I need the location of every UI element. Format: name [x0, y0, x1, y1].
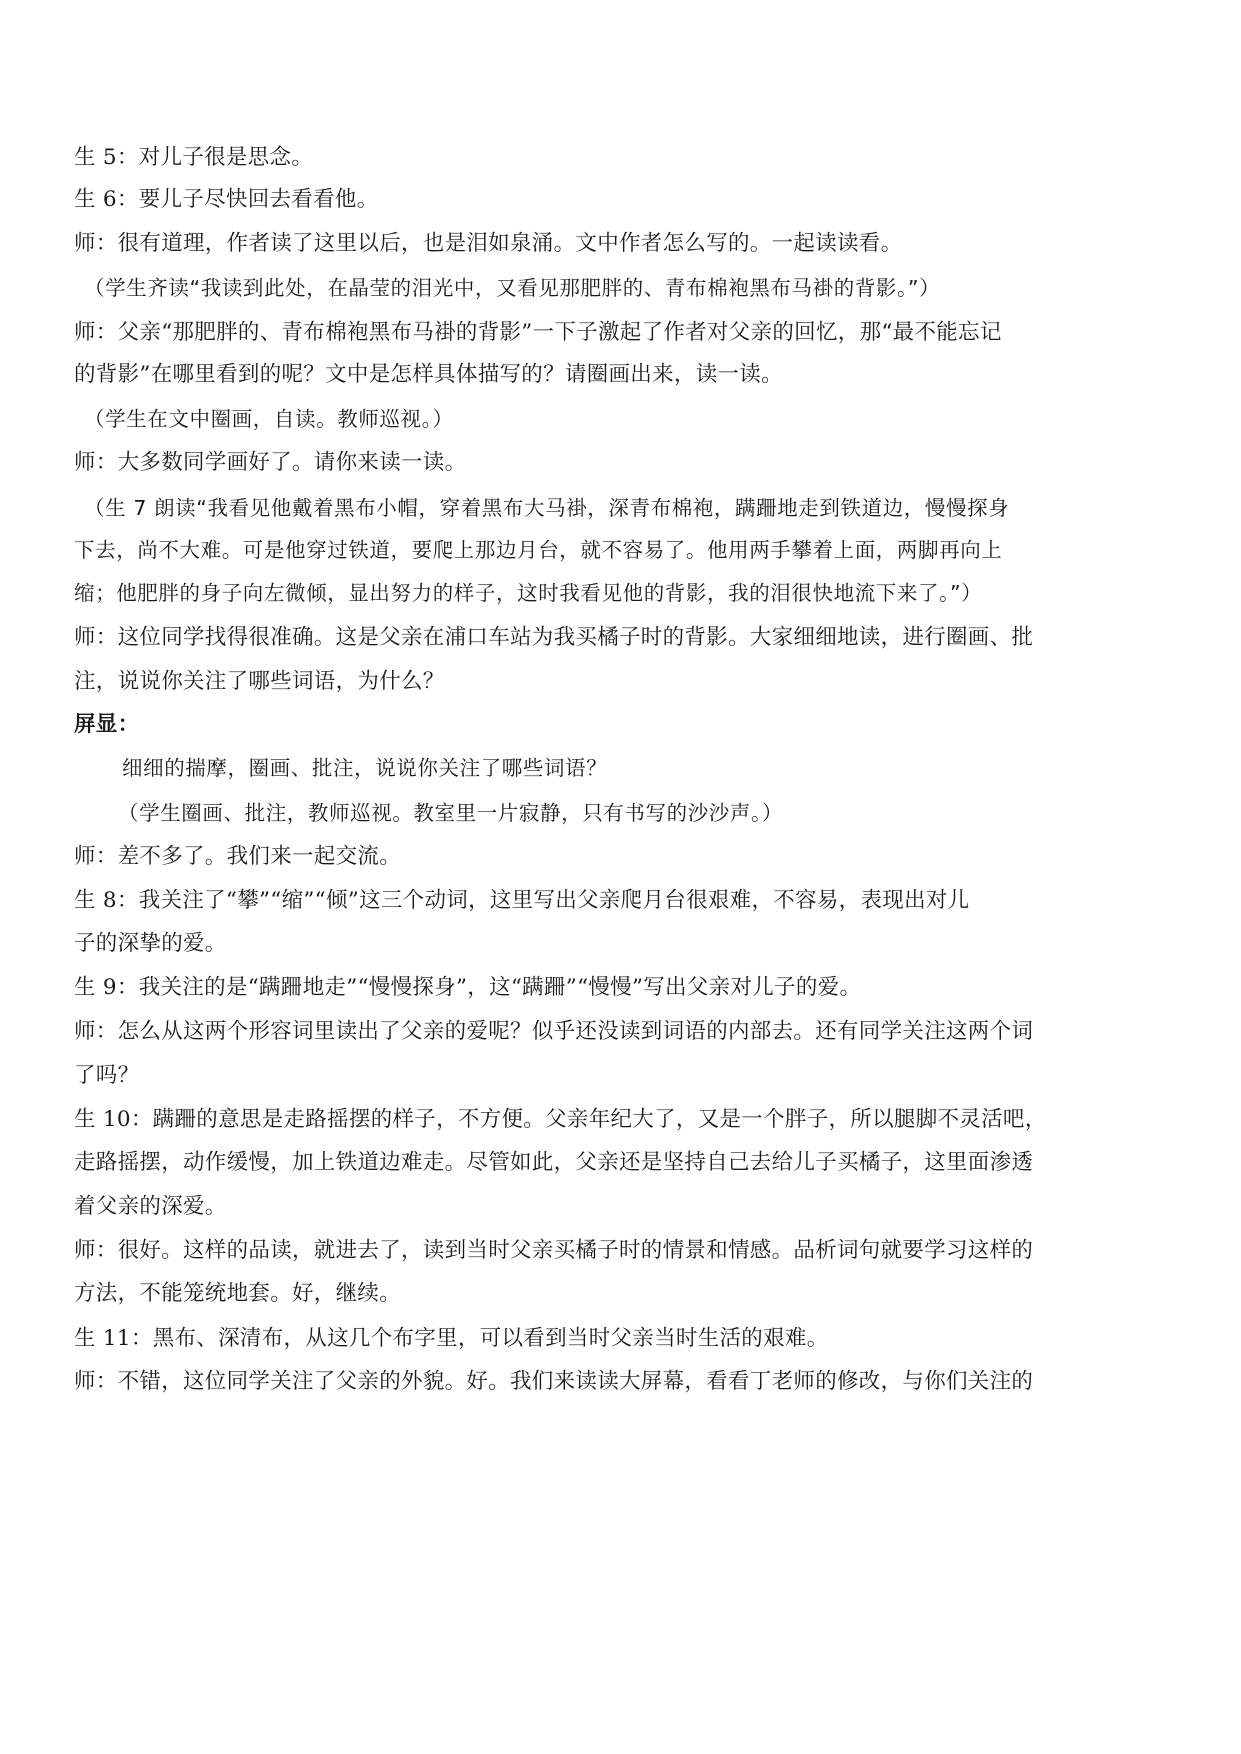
text-line: 着父亲的深爱。	[74, 1194, 227, 1219]
text-line: 师：怎么从这两个形容词里读出了父亲的爱呢？似乎还没读到词语的内部去。还有同学关注这两个词	[74, 1019, 1034, 1044]
text-line: 师：差不多了。我们来一起交流。	[74, 844, 402, 869]
stage-direction: （学生在文中圈画，自读。教师巡视。）	[84, 407, 454, 431]
text-line: 生 8：我关注了“攀”“缩”“倾”这三个动词，这里写出父亲爬月台很艰难，不容易，表现出对儿	[74, 888, 970, 913]
text-line: 师：很有道理，作者读了这里以后，也是泪如泉涌。文中作者怎么写的。一起读读看。	[74, 231, 903, 256]
text-line: 走路摇摆，动作缓慢，加上铁道边难走。尽管如此，父亲还是坚持自己去给儿子买橘子，这里面渗透	[74, 1150, 1034, 1175]
text-line: 生 5：对儿子很是思念。	[74, 145, 314, 170]
screen-display-prompt: 细细的揣摩，圈画、批注，说说你关注了哪些词语？	[122, 756, 608, 780]
text-line: 生 9：我关注的是“蹒跚地走”“慢慢探身”，这“蹒跚”“慢慢”写出父亲对儿子的爱。	[74, 975, 862, 1000]
stage-direction: 下去，尚不大难。可是他穿过铁道，要爬上那边月台，就不容易了。他用两手攀着上面，两脚再向上	[74, 538, 1003, 562]
text-line: 师：不错，这位同学关注了父亲的外貌。好。我们来读读大屏幕，看看丁老师的修改，与你们关注的	[74, 1369, 1034, 1394]
text-line: 方法，不能笼统地套。好，继续。	[74, 1281, 402, 1306]
text-line: 生 6：要儿子尽快回去看看他。	[74, 187, 379, 212]
text-line: 生 11：黑布、深清布，从这几个布字里，可以看到当时父亲当时生活的艰难。	[74, 1326, 829, 1351]
stage-direction: （生 7 朗读“我看见他戴着黑布小帽，穿着黑布大马褂，深青布棉袍，蹒跚地走到铁道边，慢慢探身	[84, 496, 1010, 520]
text-line: 子的深挚的爱。	[74, 931, 227, 956]
text-line: 师：这位同学找得很准确。这是父亲在浦口车站为我买橘子时的背影。大家细细地读，进行圈画、批	[74, 625, 1034, 650]
text-line: 生 10：蹒跚的意思是走路摇摆的样子，不方便。父亲年纪大了，又是一个胖子，所以腿脚不灵活吧，	[74, 1107, 1047, 1132]
stage-direction: （学生齐读“我读到此处，在晶莹的泪光中，又看见那肥胖的、青布棉袍黑布马褂的背影。”）	[84, 276, 941, 300]
stage-direction: 缩；他肥胖的身子向左微倾，显出努力的样子，这时我看见他的背影，我的泪很快地流下来了。”）	[74, 581, 983, 605]
screen-display-heading: 屏显：	[74, 712, 140, 737]
text-line: 了吗？	[74, 1063, 140, 1088]
text-line: 注，说说你关注了哪些词语，为什么？	[74, 669, 445, 694]
text-line: 师：很好。这样的品读，就进去了，读到当时父亲买橘子时的情景和情感。品析词句就要学习这样的	[74, 1238, 1034, 1263]
text-line: 师：父亲“那肥胖的、青布棉袍黑布马褂的背影”一下子激起了作者对父亲的回忆，那“最不能忘记	[74, 320, 1002, 345]
stage-direction: （学生圈画、批注，教师巡视。教室里一片寂静，只有书写的沙沙声。）	[118, 801, 783, 825]
text-line: 师：大多数同学画好了。请你来读一读。	[74, 450, 467, 475]
text-line: 的背影”在哪里看到的呢？文中是怎样具体描写的？请圈画出来，读一读。	[74, 362, 783, 387]
